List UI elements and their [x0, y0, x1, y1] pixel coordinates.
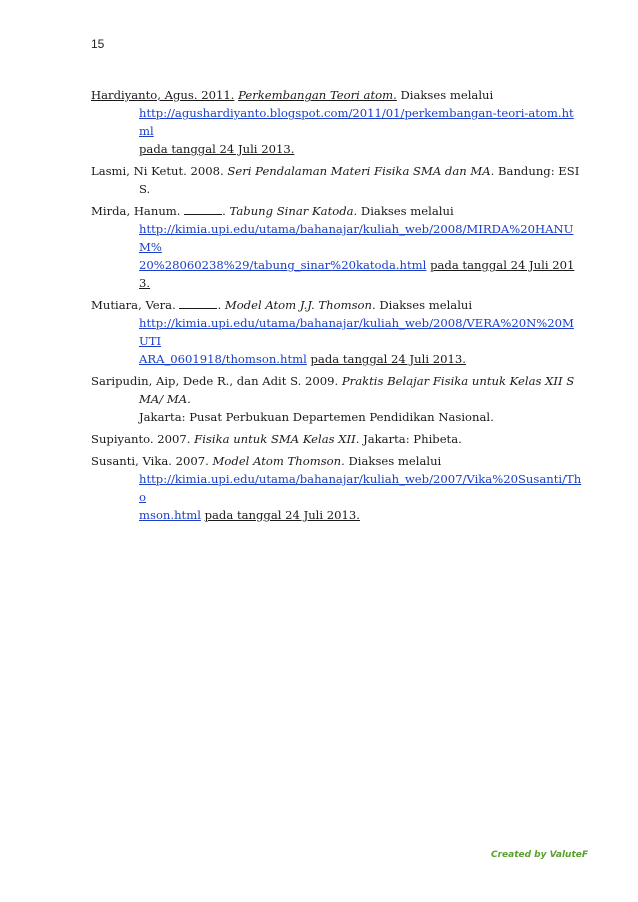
- ref-title: Perkembangan Teori atom.: [238, 88, 397, 102]
- reference-mutiara: Mutiara, Vera. . Model Atom J.J. Thomson. Diakses melalui http://kimia.upi.edu/utama/bahanajar/kuliah_web/2008/VERA%20N%20MUTI ARA_0601918/thomson.html pada tanggal 24 Juli 2013.: [91, 298, 574, 366]
- ref-date: pada tanggal 24 Juli 2013.: [139, 142, 295, 156]
- ref-title: Seri Pendalaman Materi Fisika SMA dan MA.: [227, 164, 495, 178]
- ref-rest: Jakarta: Phibeta.: [363, 432, 462, 446]
- ref-author: Lasmi, Ni Ketut. 2008.: [91, 164, 224, 178]
- ref-link-line2[interactable]: ARA_0601918/thomson.html: [139, 352, 307, 366]
- ref-year-blank: [184, 203, 222, 215]
- ref-date: pada tanggal 24 Juli 2013.: [139, 258, 575, 290]
- ref-author: Supiyanto. 2007.: [91, 432, 191, 446]
- ref-author: Hardiyanto, Agus. 2011.: [91, 88, 235, 102]
- reference-lasmi: [91, 162, 583, 198]
- ref-title: Model Atom J.J. Thomson.: [224, 298, 376, 312]
- bibliography: [91, 86, 583, 528]
- ref-title: Model Atom Thomson.: [212, 454, 345, 468]
- ref-link-line2[interactable]: mson.html: [139, 508, 201, 522]
- ref-title: Praktis Belajar Fisika untuk Kelas XII SMA/ MA.: [139, 374, 575, 406]
- ref-rest: Jakarta: Pusat Perbukuan Departemen Pendidikan Nasional.: [139, 410, 494, 424]
- reference-susanti: [91, 452, 583, 524]
- reference-saripudin: [91, 372, 583, 426]
- ref-link-line1[interactable]: http://kimia.upi.edu/utama/bahanajar/kuliah_web/2007/Vika%20Susanti/Tho: [139, 472, 582, 504]
- ref-rest: Bandung: ESIS.: [139, 164, 580, 196]
- ref-rest: Diakses melalui: [360, 204, 454, 218]
- reference-hardiyanto: [91, 86, 583, 158]
- ref-author: Mirda, Hanum.: [91, 204, 181, 218]
- ref-link-line2[interactable]: 20%28060238%29/tabung_sinar%20katoda.html: [139, 258, 427, 272]
- ref-year-blank: [179, 297, 217, 309]
- ref-author: Susanti, Vika. 2007.: [91, 454, 209, 468]
- ref-rest: Diakses melalui: [348, 454, 442, 468]
- ref-date: pada tanggal 24 Juli 2013.: [204, 508, 360, 522]
- ref-title: Fisika untuk SMA Kelas XII.: [194, 432, 360, 446]
- ref-rest: Diakses melalui: [379, 298, 473, 312]
- page-number: 15: [91, 37, 105, 51]
- reference-mirda: Mirda, Hanum. . Tabung Sinar Katoda. Diakses melalui http://kimia.upi.edu/utama/bahanajar/kuliah_web/2008/MIRDA%20HANUM% 20%28060238%29/tabung_sinar%20katoda.html pada tanggal 24 Juli 2013.: [91, 204, 575, 290]
- ref-link[interactable]: http://agushardiyanto.blogspot.com/2011/01/perkembangan-teori-atom.html: [139, 106, 574, 138]
- ref-link-line1[interactable]: http://kimia.upi.edu/utama/bahanajar/kuliah_web/2008/MIRDA%20HANUM%: [139, 222, 574, 254]
- ref-author: Saripudin, Aip, Dede R., dan Adit S. 2009.: [91, 374, 339, 388]
- ref-author: Mutiara, Vera.: [91, 298, 176, 312]
- ref-title: Tabung Sinar Katoda.: [229, 204, 358, 218]
- ref-rest: Diakses melalui: [400, 88, 494, 102]
- ref-link-line1[interactable]: http://kimia.upi.edu/utama/bahanajar/kuliah_web/2008/VERA%20N%20MUTI: [139, 316, 574, 348]
- ref-date: pada tanggal 24 Juli 2013.: [310, 352, 466, 366]
- created-by-credit: Created by ValuteF: [490, 850, 588, 860]
- reference-supiyanto: [91, 430, 583, 448]
